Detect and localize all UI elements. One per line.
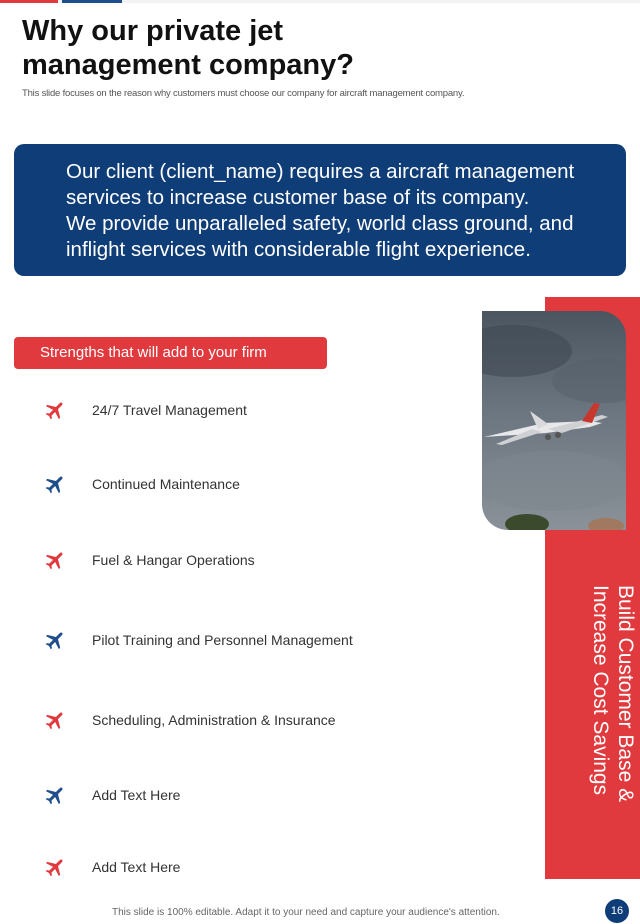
list-item-label: Continued Maintenance [92,476,240,492]
intro-line-2: We provide unparalleled safety, world class ground, and inflight services with considerable flight experience. [66,212,574,261]
airplane-icon [44,473,66,495]
list-item-label: Add Text Here [92,859,181,875]
page-title: Why our private jet management company? [22,15,354,81]
airplane-icon [44,856,66,878]
airplane-icon [44,549,66,571]
intro-line-1: Our client (client_name) requires a aircraft management services to increase customer base of its company. [66,160,575,209]
top-accent-blue [62,0,122,3]
top-accent-red [0,0,58,3]
list-item-label: 24/7 Travel Management [92,402,247,418]
airplane-icon [44,709,66,731]
list-item [44,708,336,732]
airplane-icon [44,399,66,421]
list-item-label: Pilot Training and Personnel Management [92,632,353,648]
list-item-label: Fuel & Hangar Operations [92,552,255,568]
list-item [44,398,247,422]
list-item [44,628,353,652]
page-number: 16 [605,899,629,923]
airplane-photo [482,311,626,530]
list-item [44,548,255,572]
top-accent-bar [0,0,640,3]
airplane-icon [44,629,66,651]
list-item [44,472,240,496]
list-item [44,855,180,879]
footer-note: This slide is 100% editable. Adapt it to your need and capture your audience's attention. [112,907,500,918]
airplane-icon [44,784,66,806]
list-item-label: Add Text Here [92,787,181,803]
list-item [44,783,180,807]
strengths-heading: Strengths that will add to your firm [14,337,327,369]
page-subtitle: This slide focuses on the reason why customers must choose our company for aircraft management company. [22,88,465,99]
list-item-label: Scheduling, Administration & Insurance [92,712,336,728]
intro-box [14,144,626,276]
side-vertical-text: Build Customer Base & Increase Cost Savings [589,585,637,803]
